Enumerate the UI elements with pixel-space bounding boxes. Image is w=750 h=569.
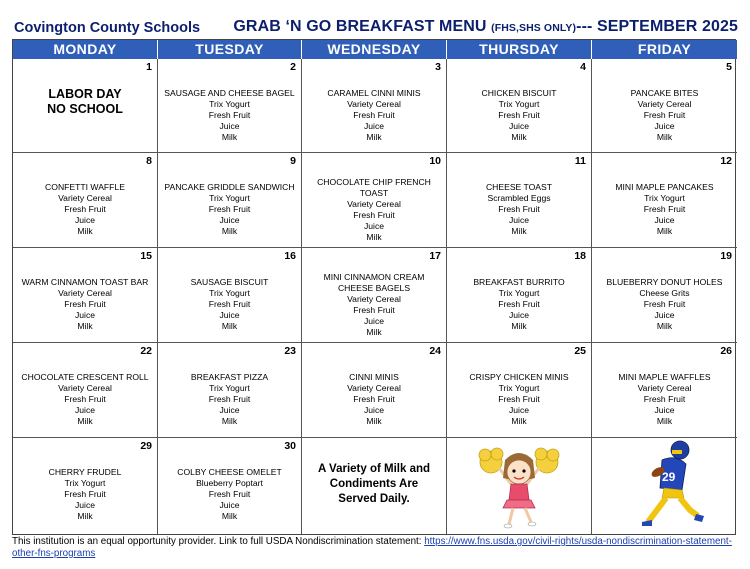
menu-item: Fresh Fruit (498, 110, 540, 120)
menu-item: Trix Yogurt (209, 99, 250, 109)
nondiscrimination-statement: This institution is an equal opportunity provider. Link to full USDA Nondiscrimination statement: (12, 536, 422, 547)
date-number: 24 (429, 345, 441, 357)
note-line: Served Daily. (338, 493, 410, 505)
menu-item: Milk (77, 416, 93, 426)
menu-item: Fresh Fruit (208, 489, 251, 499)
menu-item: Milk (366, 327, 382, 337)
day-cell-week4-wednesday (302, 343, 447, 438)
day-cell-week4-tuesday (158, 343, 302, 438)
menu-item: Fresh Fruit (64, 204, 106, 214)
day-cell-week3-thursday (447, 248, 592, 343)
date-number: 1 (146, 61, 152, 73)
menu-item: Cheese Grits (639, 288, 690, 298)
entree-title: PANCAKE GRIDDLE SANDWICH (164, 182, 295, 192)
day-cell-week4-thursday (447, 343, 592, 438)
menu-item: Fresh Fruit (498, 394, 540, 404)
entree-title: CHOCOLATE CRESCENT ROLL (21, 372, 149, 382)
menu-item: Trix Yogurt (498, 383, 540, 393)
holiday-line: NO SCHOOL (47, 102, 123, 116)
menu-item: Variety Cereal (347, 99, 401, 109)
holiday-notice (13, 87, 157, 117)
menu-item: Blueberry Poptart (196, 478, 263, 488)
date-number: 12 (720, 155, 732, 167)
note-line: A Variety of Milk and (317, 463, 431, 475)
menu-item: Milk (77, 321, 93, 331)
day-cell-week2-thursday (447, 153, 592, 248)
day-cell-week3-wednesday (302, 248, 447, 343)
menu-item: Fresh Fruit (643, 394, 686, 404)
date-number: 8 (146, 155, 152, 167)
menu-item: Juice (363, 316, 385, 326)
day-cell-week2-friday (592, 153, 737, 248)
menu-item: Milk (656, 416, 673, 426)
menu-item: Milk (77, 226, 93, 236)
day-cell-week5-tuesday (158, 438, 302, 534)
entree-title: CHERRY FRUDEL (48, 467, 122, 477)
menu-item: Milk (366, 416, 382, 426)
menu-list (160, 372, 299, 427)
date-number: 4 (580, 61, 586, 73)
menu-list (449, 88, 589, 143)
menu-scope: (FHS,SHS ONLY) (491, 22, 577, 34)
date-number: 5 (726, 61, 732, 73)
menu-item: Scrambled Eggs (487, 193, 551, 203)
menu-item: Variety Cereal (637, 383, 692, 393)
date-number: 29 (140, 440, 152, 452)
menu-item: Milk (656, 226, 673, 236)
day-cell-week1-monday (13, 59, 158, 153)
menu-item: Juice (508, 215, 530, 225)
menu-item: Fresh Fruit (64, 489, 106, 499)
menu-item: Variety Cereal (637, 99, 692, 109)
menu-item: Juice (219, 500, 240, 510)
menu-list (160, 467, 299, 522)
date-number: 30 (284, 440, 296, 452)
holiday-line: LABOR DAY (48, 87, 122, 101)
menu-item: Milk (221, 416, 238, 426)
menu-item: Fresh Fruit (208, 394, 251, 404)
menu-list (15, 372, 155, 427)
menu-item: Fresh Fruit (208, 110, 251, 120)
menu-item: Fresh Fruit (353, 394, 395, 404)
menu-item: Trix Yogurt (498, 288, 540, 298)
menu-item: Milk (511, 321, 527, 331)
menu-item: Trix Yogurt (64, 478, 106, 488)
menu-list (160, 277, 299, 332)
menu-item: Fresh Fruit (643, 110, 686, 120)
menu-list (15, 467, 155, 522)
day-cell-week5-thursday (447, 438, 592, 534)
menu-item: Juice (654, 215, 675, 225)
menu-item: Variety Cereal (58, 383, 112, 393)
menu-list (304, 372, 444, 427)
entree-title: CINNI MINIS (349, 372, 399, 382)
menu-list (160, 88, 299, 143)
entree-title: BLUEBERRY DONUT HOLES (606, 277, 723, 287)
date-number: 11 (574, 155, 586, 167)
entree-title: CHICKEN BISCUIT (481, 88, 557, 98)
menu-title-text: GRAB ‘N GO BREAKFAST MENU (233, 18, 487, 35)
menu-item: Juice (363, 405, 385, 415)
calendar-grid (12, 39, 736, 535)
menu-list (594, 88, 735, 143)
day-cell-week5-friday (592, 438, 737, 534)
menu-item: Juice (219, 405, 240, 415)
menu-item: Trix Yogurt (209, 193, 250, 203)
menu-item: Milk (511, 132, 527, 142)
menu-item: Fresh Fruit (64, 299, 106, 309)
day-cell-week4-monday (13, 343, 158, 438)
menu-item: Juice (363, 121, 385, 131)
date-number: 10 (429, 155, 441, 167)
menu-item: Fresh Fruit (498, 299, 540, 309)
title-separator: --- (576, 18, 593, 35)
menu-item: Milk (656, 132, 673, 142)
menu-list (304, 88, 444, 143)
menu-item: Milk (221, 321, 238, 331)
menu-item: Milk (511, 416, 527, 426)
menu-item: Fresh Fruit (353, 110, 395, 120)
entree-title: BREAKFAST BURRITO (473, 277, 565, 287)
menu-item: Juice (74, 215, 96, 225)
entree-title: SAUSAGE BISCUIT (190, 277, 269, 287)
entree-title: CARAMEL CINNI MINIS (327, 88, 421, 98)
menu-list (316, 272, 432, 338)
menu-item: Juice (654, 121, 675, 131)
jersey-number: 29 (662, 470, 676, 484)
menu-item: Milk (221, 511, 238, 521)
day-cell-week3-friday (592, 248, 737, 343)
entree-title: WARM CINNAMON TOAST BAR (21, 277, 149, 287)
menu-item: Milk (656, 321, 673, 331)
menu-item: Fresh Fruit (643, 204, 686, 214)
menu-item: Trix Yogurt (209, 383, 250, 393)
menu-list (449, 372, 589, 427)
menu-item: Milk (511, 226, 527, 236)
menu-item: Juice (654, 405, 675, 415)
menu-list (594, 182, 735, 237)
menu-item: Milk (366, 232, 382, 242)
entree-title: PANCAKE BITES (630, 88, 699, 98)
menu-item: Fresh Fruit (643, 299, 686, 309)
menu-item: Milk (221, 226, 238, 236)
menu-item: Juice (219, 215, 240, 225)
entree-title: MINI CINNAMON CREAM CHEESE BAGELS (323, 272, 425, 293)
menu-list (449, 277, 589, 332)
date-number: 15 (140, 250, 152, 262)
menu-item: Trix Yogurt (209, 288, 250, 298)
entree-title: MINI MAPLE WAFFLES (618, 372, 711, 382)
date-number: 22 (140, 345, 152, 357)
menu-month: SEPTEMBER 2025 (596, 18, 738, 35)
menu-item: Juice (508, 121, 530, 131)
day-header-friday: FRIDAY (592, 40, 737, 59)
footer (12, 536, 740, 559)
date-number: 23 (284, 345, 296, 357)
menu-item: Fresh Fruit (498, 204, 540, 214)
menu-list (15, 277, 155, 332)
date-number: 19 (720, 250, 732, 262)
day-cell-week1-tuesday (158, 59, 302, 153)
day-header-tuesday: TUESDAY (158, 40, 302, 59)
date-number: 18 (574, 250, 586, 262)
menu-list (316, 177, 432, 243)
menu-item: Fresh Fruit (208, 204, 251, 214)
cheerleader-icon (447, 438, 592, 534)
menu-item: Juice (654, 310, 675, 320)
date-number: 2 (290, 61, 296, 73)
day-cell-week1-friday (592, 59, 737, 153)
menu-item: Fresh Fruit (353, 305, 395, 315)
date-number: 16 (284, 250, 296, 262)
day-cell-week1-thursday (447, 59, 592, 153)
menu-item: Juice (74, 310, 96, 320)
day-cell-week2-monday (13, 153, 158, 248)
football-player-icon (592, 438, 737, 534)
entree-title: CHEESE TOAST (485, 182, 553, 192)
day-cell-week4-friday (592, 343, 737, 438)
entree-title: MINI MAPLE PANCAKES (615, 182, 714, 192)
menu-item: Juice (219, 310, 240, 320)
milk-condiments-note (302, 462, 446, 507)
menu-item: Variety Cereal (347, 199, 401, 209)
menu-list (449, 182, 589, 237)
day-cell-week5-monday (13, 438, 158, 534)
day-cell-week1-wednesday (302, 59, 447, 153)
day-cell-week3-monday (13, 248, 158, 343)
school-name: Covington County Schools (14, 20, 201, 36)
day-cell-week2-tuesday (158, 153, 302, 248)
date-number: 26 (720, 345, 732, 357)
day-header-monday: MONDAY (13, 40, 158, 59)
note-line: Condiments Are (329, 478, 419, 490)
menu-list (15, 182, 155, 237)
menu-list (160, 182, 299, 237)
menu-item: Trix Yogurt (498, 99, 540, 109)
menu-item: Fresh Fruit (208, 299, 251, 309)
menu-item: Juice (74, 405, 96, 415)
menu-item: Variety Cereal (347, 383, 401, 393)
menu-item: Variety Cereal (58, 288, 112, 298)
menu-item: Juice (74, 500, 96, 510)
menu-item: Milk (366, 132, 382, 142)
menu-item: Fresh Fruit (64, 394, 106, 404)
date-number: 9 (290, 155, 296, 167)
day-cell-week3-tuesday (158, 248, 302, 343)
entree-title: CHOCOLATE CHIP FRENCH TOAST (317, 177, 431, 198)
menu-item: Juice (508, 310, 530, 320)
entree-title: SAUSAGE AND CHEESE BAGEL (164, 88, 295, 98)
menu-item: Variety Cereal (347, 294, 401, 304)
day-header-thursday: THURSDAY (447, 40, 592, 59)
menu-item: Variety Cereal (58, 193, 112, 203)
menu-item: Milk (77, 511, 93, 521)
menu-item: Fresh Fruit (353, 210, 395, 220)
menu-list (594, 372, 735, 427)
date-number: 25 (574, 345, 586, 357)
usda-link[interactable]: https://www.fns.usda.gov/civil-rights/usda-nondiscrimination-statement-other-fns-programs (12, 536, 732, 559)
day-header-wednesday: WEDNESDAY (302, 40, 447, 59)
entree-title: CONFETTI WAFFLE (45, 182, 125, 192)
date-number: 17 (429, 250, 441, 262)
entree-title: BREAKFAST PIZZA (190, 372, 269, 382)
menu-item: Juice (219, 121, 240, 131)
menu-item: Trix Yogurt (644, 193, 685, 203)
menu-list (594, 277, 735, 332)
menu-title (233, 18, 738, 36)
entree-title: CRISPY CHICKEN MINIS (469, 372, 569, 382)
entree-title: COLBY CHEESE OMELET (177, 467, 282, 477)
day-cell-week2-wednesday (302, 153, 447, 248)
date-number: 3 (435, 61, 441, 73)
menu-item: Juice (508, 405, 530, 415)
day-cell-week5-wednesday (302, 438, 447, 534)
menu-item: Juice (363, 221, 385, 231)
menu-item: Milk (221, 132, 238, 142)
